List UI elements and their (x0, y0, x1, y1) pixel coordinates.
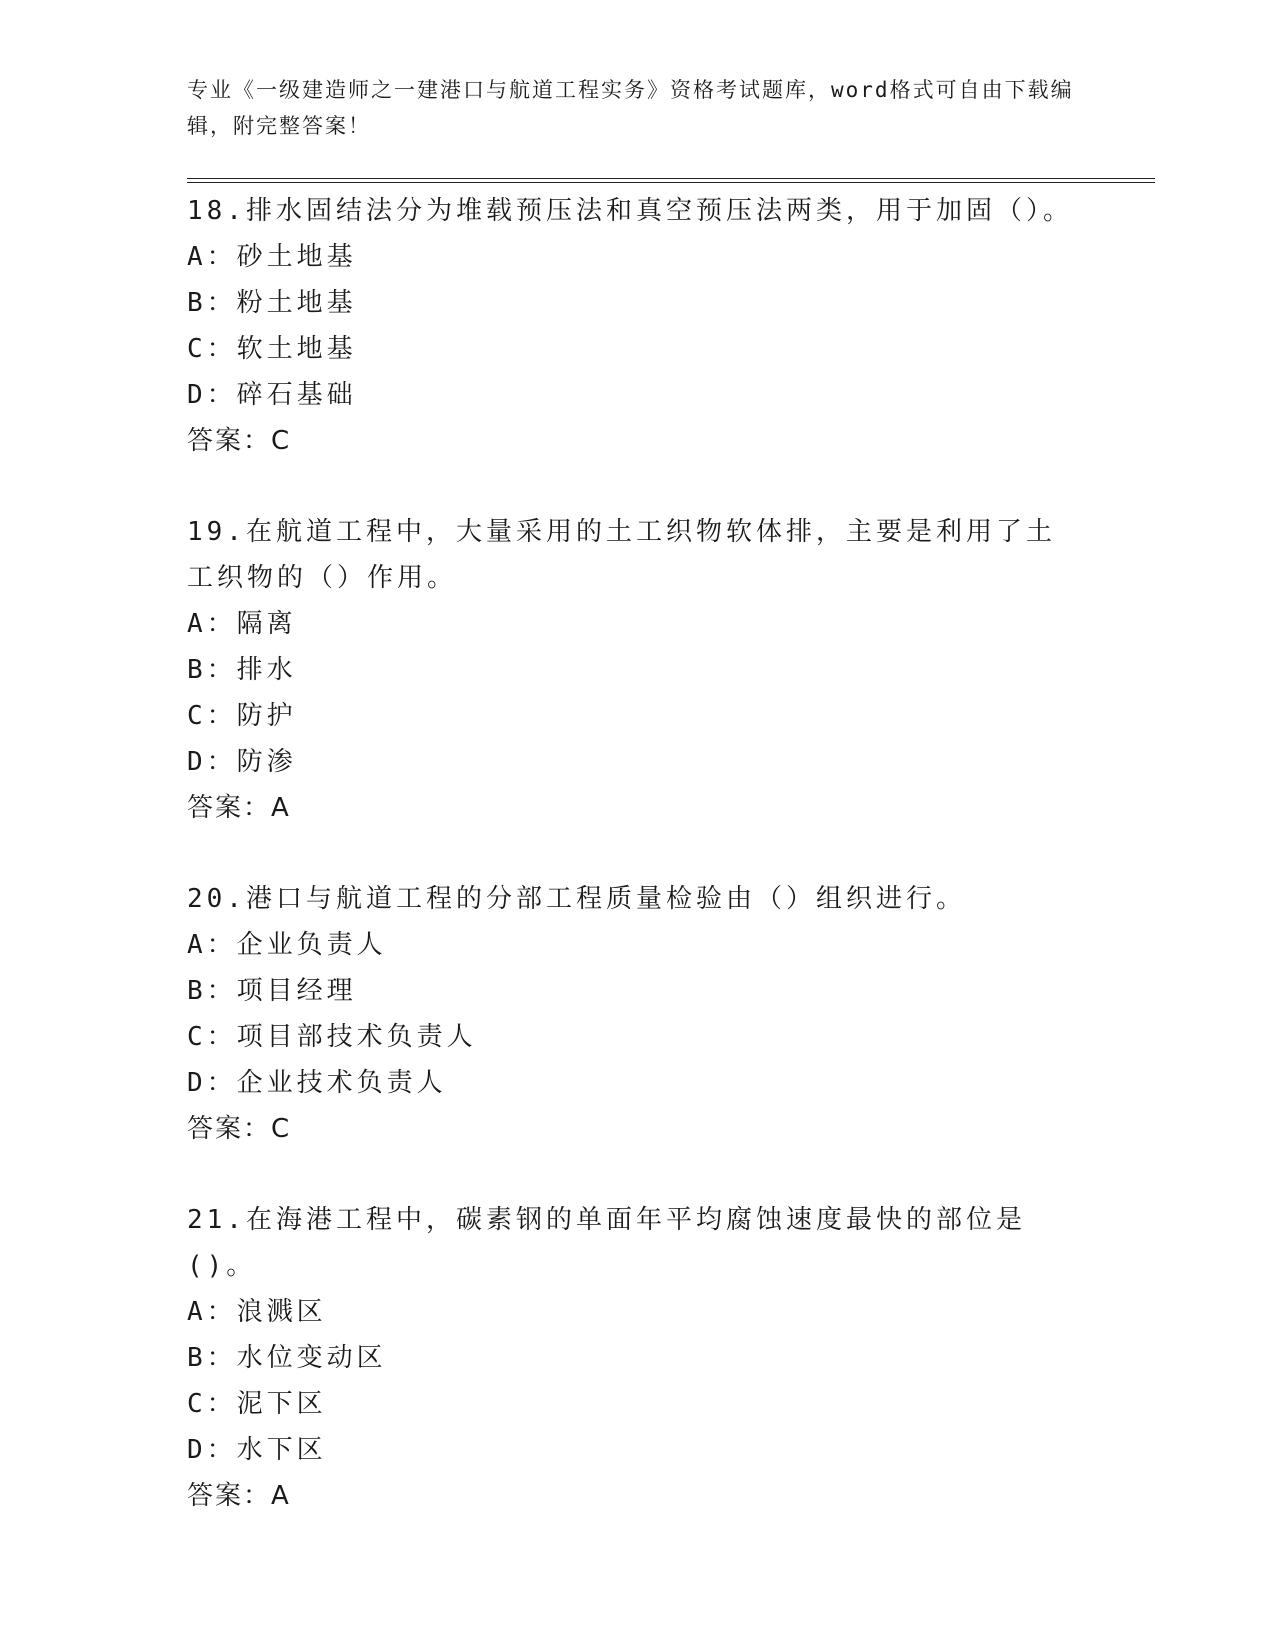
question-20 (187, 876, 1087, 1152)
option-c: C：防护 (187, 701, 297, 731)
document-header: 专业《一级建造师之一建港口与航道工程实务》资格考试题库，word格式可自由下载编辑，附完整答案！ (187, 78, 1074, 138)
answer-label: 答案：A (187, 1481, 291, 1511)
option-c: C：泥下区 (187, 1389, 327, 1419)
answer-label: 答案：C (187, 426, 292, 456)
header-divider (187, 178, 1155, 183)
question-stem: 19.在航道工程中，大量采用的土工织物软体排，主要是利用了土工织物的（）作用。 (187, 517, 1056, 593)
option-d: D：防渗 (187, 747, 297, 777)
option-c: C：项目部技术负责人 (187, 1022, 477, 1052)
question-stem: 20.港口与航道工程的分部工程质量检验由（）组织进行。 (187, 884, 966, 914)
question-list (187, 188, 1087, 1564)
option-b: B：排水 (187, 655, 297, 685)
option-a: A：企业负责人 (187, 930, 387, 960)
option-d: D：水下区 (187, 1435, 327, 1465)
option-b: B：项目经理 (187, 976, 357, 1006)
question-18 (187, 188, 1087, 464)
option-b: B：水位变动区 (187, 1343, 387, 1373)
option-d: D：碎石基础 (187, 380, 357, 410)
question-stem: 21.在海港工程中，碳素钢的单面年平均腐蚀速度最快的部位是()。 (187, 1205, 1026, 1281)
answer-label: 答案：C (187, 1114, 292, 1144)
answer-label: 答案：A (187, 793, 291, 823)
option-b: B：粉土地基 (187, 288, 357, 318)
option-a: A：浪溅区 (187, 1297, 327, 1327)
question-stem: 18.排水固结法分为堆载预压法和真空预压法两类，用于加固（）。 (187, 196, 1073, 226)
option-c: C：软土地基 (187, 334, 357, 364)
option-d: D：企业技术负责人 (187, 1068, 447, 1098)
question-19 (187, 509, 1087, 831)
option-a: A：砂土地基 (187, 242, 357, 272)
question-21 (187, 1197, 1087, 1519)
option-a: A：隔离 (187, 609, 297, 639)
